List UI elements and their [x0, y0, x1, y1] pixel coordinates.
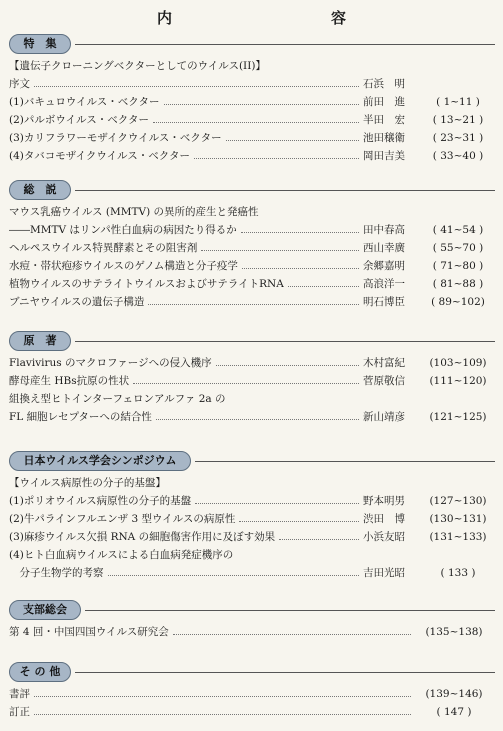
- toc-entry: [9, 546, 495, 564]
- dot-leader: [156, 419, 359, 420]
- toc-entry: [9, 564, 495, 582]
- entry-title: 分子生物学的考察: [9, 567, 104, 579]
- entry-pages: ( 13~21 ): [432, 114, 484, 126]
- entry-pages: ( 41~54 ): [432, 224, 484, 236]
- dot-leader: [226, 140, 359, 141]
- entry-author: 菅原敬信: [363, 375, 405, 387]
- entry-title: 第 4 回・中国四国ウイルス研究会: [9, 626, 169, 638]
- toc-entry: [9, 492, 495, 510]
- toc-entry: [9, 372, 495, 390]
- section-rule: [75, 44, 495, 45]
- entry-pages: ( 1~11 ): [436, 96, 480, 108]
- entry-author: 木村富紀: [363, 357, 405, 369]
- entry-author: 野本明男: [363, 495, 405, 507]
- entry-pages: (130~131): [429, 513, 487, 525]
- entry-pages: (127~130): [429, 495, 487, 507]
- section-label: 日本ウイルス学会シンポジウム: [9, 451, 191, 471]
- entry-pages: ( 33~40 ): [432, 150, 484, 162]
- entry-pages: ( 55~70 ): [432, 242, 484, 254]
- dot-leader: [195, 503, 359, 504]
- entry-pages: ( 81~88 ): [432, 278, 484, 290]
- toc-section: [9, 331, 495, 426]
- section-header: [9, 331, 495, 351]
- section-label: 支部総会: [9, 600, 81, 620]
- dot-leader: [148, 304, 359, 305]
- toc-entry: [9, 239, 495, 257]
- toc-entry: [9, 474, 495, 492]
- toc-entry: [9, 257, 495, 275]
- entry-title: (1)ポリオウイルス病原性の分子的基盤: [9, 495, 192, 507]
- entry-pages: (121~125): [429, 411, 487, 423]
- entry-pages: ( 71~80 ): [432, 260, 484, 272]
- entry-title: 植物ウイルスのサテライトウイルスおよびサテライトRNA: [9, 278, 284, 290]
- entry-title: (4)ヒト白血病ウイルスによる白血病発症機序の: [9, 549, 234, 561]
- entry-author: 田中春高: [363, 224, 405, 236]
- dot-leader: [288, 286, 359, 287]
- entry-title: (4)タバコモザイクウイルス・ベクター: [9, 150, 190, 162]
- toc-entry: [9, 75, 495, 93]
- section-header: [9, 662, 495, 682]
- toc-entry: [9, 623, 495, 641]
- entry-title: FL 細胞レセプターへの結合性: [9, 411, 152, 423]
- toc-section: [9, 34, 495, 165]
- entry-title: (3)カリフラワーモザイクウイルス・ベクター: [9, 132, 222, 144]
- entry-title: 【遺伝子クローニングベクターとしてのウイルス(II)】: [9, 60, 266, 72]
- section-header: [9, 451, 495, 471]
- entry-pages: (135~138): [425, 626, 483, 638]
- entry-author: 前田 進: [363, 96, 405, 108]
- entry-pages: (111~120): [429, 375, 487, 387]
- entry-title: 訂正: [9, 706, 30, 718]
- entry-pages: (103~109): [429, 357, 487, 369]
- entry-title: 【ウイルス病原性の分子的基盤】: [9, 477, 166, 489]
- toc-entry: [9, 93, 495, 111]
- entry-author: 池田穣衛: [363, 132, 405, 144]
- section-label: そ の 他: [9, 662, 71, 682]
- entry-title: 酵母産生 HBs抗原の性状: [9, 375, 130, 387]
- entry-title: 水痘・帯状疱疹ウイルスのゲノム構造と分子疫学: [9, 260, 238, 272]
- toc-entry: [9, 221, 495, 239]
- toc-entry: [9, 510, 495, 528]
- dot-leader: [242, 268, 359, 269]
- dot-leader: [34, 86, 359, 87]
- entry-author: 余郷嘉明: [363, 260, 405, 272]
- section-rule: [85, 610, 495, 611]
- page-title: 内 容: [156, 9, 418, 27]
- entry-title: 書評: [9, 688, 30, 700]
- entry-author: 新山靖彦: [363, 411, 405, 423]
- entry-author: 岡田吉美: [363, 150, 405, 162]
- dot-leader: [216, 365, 359, 366]
- toc-entry: [9, 57, 495, 75]
- toc-entry: [9, 354, 495, 372]
- toc-section: [9, 662, 495, 721]
- entry-author: 高浪洋一: [363, 278, 405, 290]
- section-header: [9, 600, 495, 620]
- entry-title: (2)牛パラインフルエンザ 3 型ウイルスの病原性: [9, 513, 236, 525]
- entry-author: 渋田 博: [363, 513, 405, 525]
- toc-entry: [9, 390, 495, 408]
- dot-leader: [239, 521, 359, 522]
- section-header: [9, 180, 495, 200]
- entry-author: 西山幸廣: [363, 242, 405, 254]
- entry-title: ブニヤウイルスの遺伝子構造: [9, 296, 145, 308]
- entry-title: マウス乳癌ウイルス (MMTV) の異所的産生と発癌性: [9, 206, 259, 218]
- section-label: 特 集: [9, 34, 71, 54]
- toc-section: [9, 451, 495, 582]
- toc-entry: [9, 528, 495, 546]
- dot-leader: [34, 696, 411, 697]
- entry-author: 半田 宏: [363, 114, 405, 126]
- entry-author: 明石博臣: [363, 296, 405, 308]
- section-header: [9, 34, 495, 54]
- section-rule: [195, 461, 495, 462]
- toc-section: [9, 180, 495, 311]
- entry-pages: (131~133): [429, 531, 487, 543]
- toc-section: [9, 600, 495, 641]
- dot-leader: [108, 575, 359, 576]
- dot-leader: [133, 383, 359, 384]
- entry-author: 小浜友昭: [363, 531, 405, 543]
- dot-leader: [164, 104, 359, 105]
- entry-title: (3)麻疹ウイルス欠損 RNA の細胞傷害作用に及ぼす効果: [9, 531, 276, 543]
- dot-leader: [194, 158, 359, 159]
- dot-leader: [201, 250, 359, 251]
- entry-author: 吉田光昭: [363, 567, 405, 579]
- dot-leader: [173, 634, 411, 635]
- toc-entry: [9, 147, 495, 165]
- entry-pages: ( 133 ): [440, 567, 476, 579]
- entry-title: ヘルペスウイルス特異酵素とその阻害剤: [9, 242, 198, 254]
- toc-entry: [9, 293, 495, 311]
- entry-pages: ( 147 ): [436, 706, 472, 718]
- entry-title: 序文: [9, 78, 30, 90]
- dot-leader: [34, 714, 411, 715]
- toc-entry: [9, 703, 495, 721]
- entry-title: Flavivirus のマクロファージへの侵入機序: [9, 357, 212, 369]
- section-label: 総 説: [9, 180, 71, 200]
- dot-leader: [241, 232, 359, 233]
- entry-title: ――MMTV はリンパ性白血病の病因たり得るか: [9, 224, 237, 236]
- toc-entry: [9, 408, 495, 426]
- section-rule: [75, 672, 495, 673]
- dot-leader: [279, 539, 359, 540]
- entry-pages: (139~146): [425, 688, 483, 700]
- section-rule: [75, 190, 495, 191]
- entry-author: 石浜 明: [363, 78, 405, 90]
- section-label: 原 著: [9, 331, 71, 351]
- toc-entry: [9, 129, 495, 147]
- entry-title: (1)バキュロウイルス・ベクター: [9, 96, 160, 108]
- dot-leader: [153, 122, 359, 123]
- toc-entry: [9, 203, 495, 221]
- section-rule: [75, 341, 495, 342]
- entry-pages: ( 89~102): [431, 296, 485, 308]
- toc-entry: [9, 685, 495, 703]
- entry-title: 組換え型ヒトインターフェロンアルファ 2a の: [9, 393, 226, 405]
- entry-pages: ( 23~31 ): [432, 132, 484, 144]
- entry-title: (2)パルボウイルス・ベクター: [9, 114, 150, 126]
- toc-entry: [9, 275, 495, 293]
- toc-entry: [9, 111, 495, 129]
